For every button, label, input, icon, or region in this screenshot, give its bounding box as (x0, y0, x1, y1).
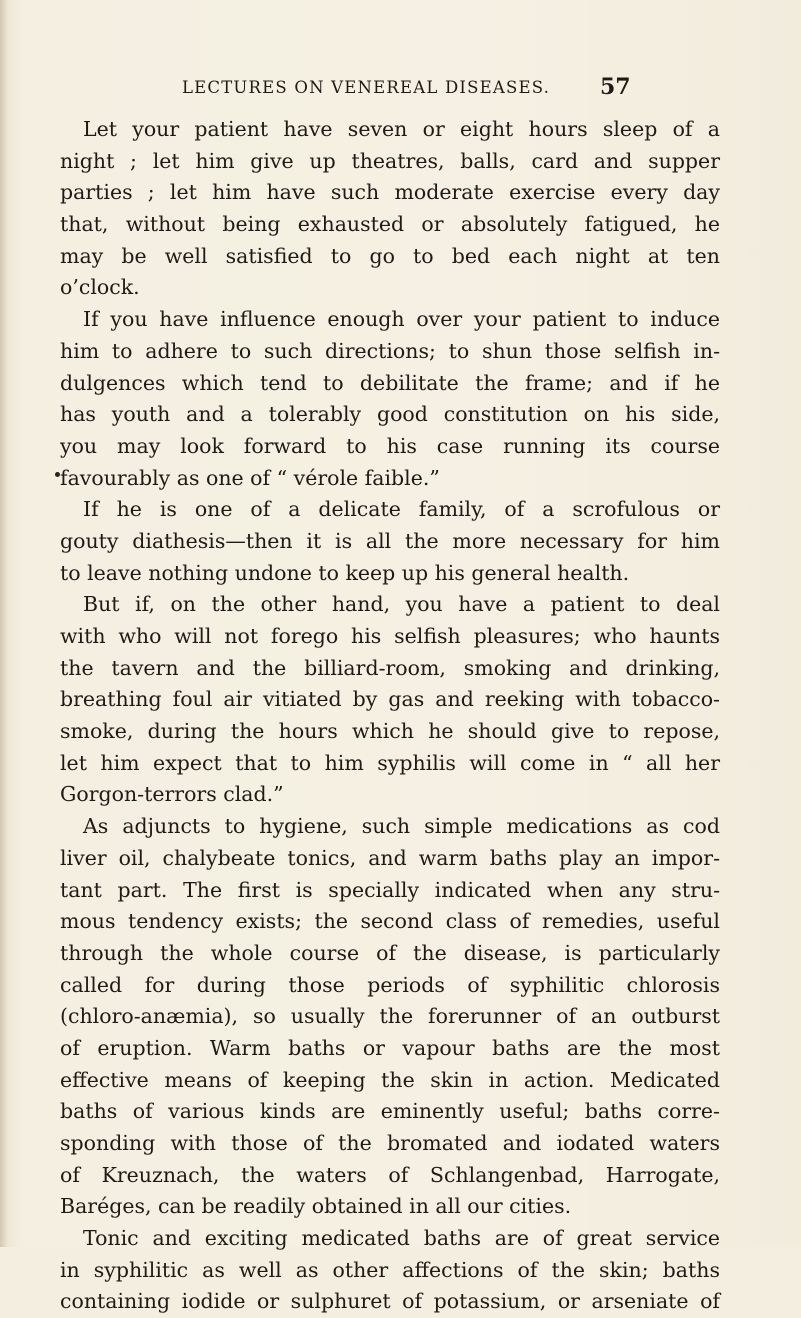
text-line: breathing foul air vitiated by gas and reeking with tobacco- (60, 687, 720, 712)
text-line: sponding with those of the bromated and iodated waters (60, 1131, 720, 1155)
text-line: If he is one of a delicate family, of a scrofulous or (83, 497, 720, 522)
text-line: called for during those periods of syphilitic chlorosis (60, 972, 720, 997)
text-line: Let your patient have seven or eight hours sleep of a (83, 117, 720, 141)
text-line: If you have influence enough over your patient to induce (83, 307, 720, 332)
text-line: of Kreuznach, the waters of Schlangenbad, Harrogate, (60, 1162, 720, 1187)
text-line: in syphilitic as well as other affections of the skin; baths (60, 1257, 720, 1282)
text-line: baths of various kinds are eminently useful; baths corre- (60, 1099, 720, 1124)
text-line: that, without being exhausted or absolutely fatigued, he (60, 212, 720, 237)
text-line: effective means of keeping the skin in action. Medicated (60, 1067, 720, 1092)
text-line: may be well satisfied to go to bed each night at ten (60, 243, 720, 268)
text-line: you may look forward to his case running its course (60, 433, 720, 458)
text-line: liver oil, chalybeate tonics, and warm baths play an impor- (60, 845, 720, 870)
text-line: tant part. The first is specially indicated when any stru- (60, 877, 720, 902)
spine-shadow (0, 0, 8, 1247)
text-line: favourably as one of “ vérole faible.” (60, 465, 440, 490)
text-line: gouty diathesis—then it is all the more necessary for him (60, 528, 720, 553)
text-line: dulgences which tend to debilitate the frame; and if he (60, 370, 720, 395)
text-line: him to adhere to such directions; to shun those selfish in- (60, 338, 720, 363)
page-number: 57 (600, 74, 631, 100)
text-line: containing iodide or sulphuret of potassium, or arseniate of (60, 1289, 720, 1314)
text-line: of eruption. Warm baths or vapour baths are the most (60, 1035, 720, 1060)
text-line: smoke, during the hours which he should give to repose, (60, 719, 720, 744)
text-line: o’clock. (60, 275, 140, 300)
text-line: Baréges, can be readily obtained in all our cities. (60, 1194, 572, 1219)
text-line: mous tendency exists; the second class of remedies, useful (60, 909, 720, 934)
body-text (60, 114, 720, 1318)
text-line: But if, on the other hand, you have a patient to deal (83, 592, 720, 617)
text-line: As adjuncts to hygiene, such simple medications as cod (83, 814, 720, 839)
running-title: LECTURES ON VENEREAL DISEASES. (182, 78, 551, 97)
text-line: Tonic and exciting medicated baths are of great service (83, 1226, 720, 1251)
text-line: Gorgon-terrors clad.” (60, 782, 284, 807)
text-line: (chloro-anæmia), so usually the forerunner of an outburst (60, 1004, 720, 1029)
text-line: to leave nothing undone to keep up his general health. (60, 560, 630, 585)
text-line: through the whole course of the disease, is particularly (60, 940, 720, 965)
text-line: parties ; let him have such moderate exercise every day (60, 180, 720, 205)
text-line: let him expect that to him syphilis will come in “ all her (60, 750, 720, 775)
text-line: has youth and a tolerably good constitution on his side, (60, 402, 720, 427)
text-line: with who will not forego his selfish pleasures; who haunts (60, 624, 720, 648)
text-line: night ; let him give up theatres, balls, card and supper (60, 148, 720, 173)
text-line: the tavern and the billiard-room, smoking and drinking, (60, 655, 720, 680)
